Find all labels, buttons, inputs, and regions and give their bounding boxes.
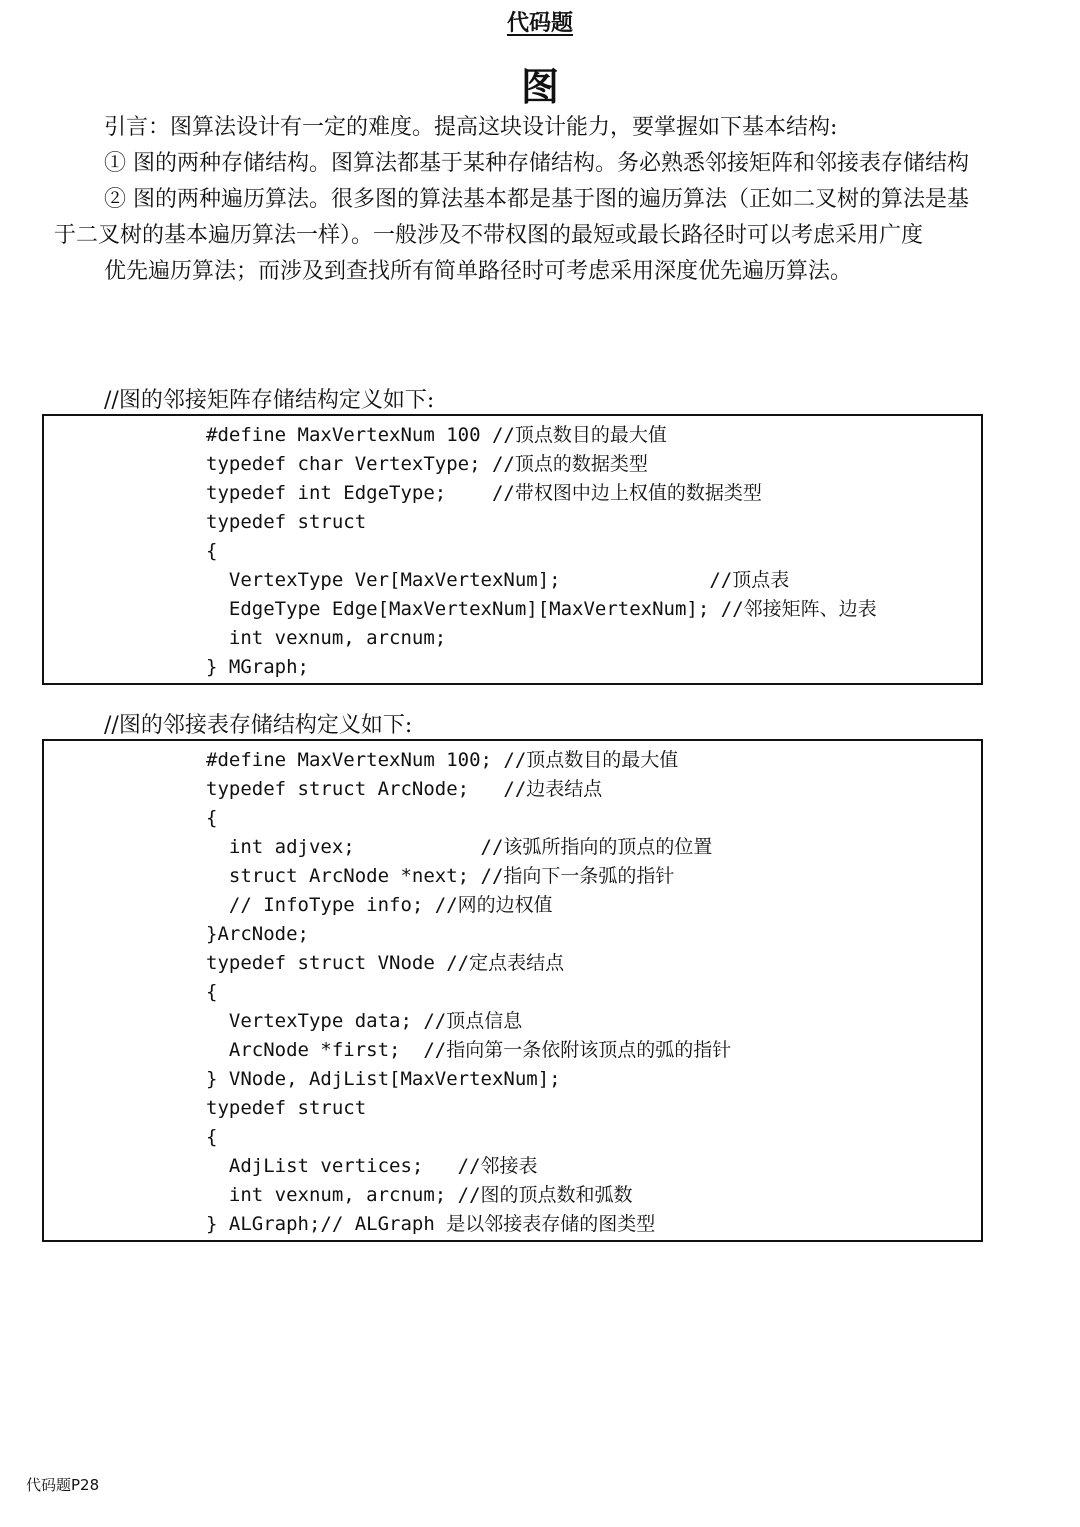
intro-item-2-continued: 优先遍历算法；而涉及到查找所有简单路径时可考虑采用深度优先遍历算法。 xyxy=(104,259,853,284)
code-line: int adjvex; //该弧所指向的顶点的位置 xyxy=(206,836,713,858)
code-line: typedef struct ArcNode; //边表结点 xyxy=(206,778,603,800)
section-title: 图 xyxy=(520,65,559,109)
code-line: VertexType data; //顶点信息 xyxy=(206,1010,523,1032)
code-line: typedef struct xyxy=(206,1097,367,1119)
code-line: VertexType Ver[MaxVertexNum]; //顶点表 xyxy=(206,569,790,591)
code-line: { xyxy=(206,807,218,829)
code-line: #define MaxVertexNum 100 //顶点数目的最大值 xyxy=(206,424,667,446)
code-line: typedef int EdgeType; //带权图中边上权值的数据类型 xyxy=(206,482,762,504)
matrix-caption: //图的邻接矩阵存储结构定义如下: xyxy=(104,388,435,413)
code-line: } VNode, AdjList[MaxVertexNum]; xyxy=(206,1068,561,1090)
adjlist-code-block xyxy=(42,739,983,1242)
code-line: { xyxy=(206,540,218,562)
code-line: { xyxy=(206,1126,218,1148)
code-line: EdgeType Edge[MaxVertexNum][MaxVertexNum]; //邻接矩阵、边表 xyxy=(206,598,877,620)
intro-item-2: ② 图的两种遍历算法。很多图的算法基本都是基于图的遍历算法（正如二叉树的算法是基于二叉树的基本遍历算法一样）。一般涉及不带权图的最短或最长路径时可以考虑采用广度 xyxy=(54,187,969,248)
intro-lead: 引言：图算法设计有一定的难度。提高这块设计能力，要掌握如下基本结构: xyxy=(104,115,838,140)
code-line: struct ArcNode *next; //指向下一条弧的指针 xyxy=(206,865,675,887)
code-line: }ArcNode; xyxy=(206,923,309,945)
code-line: ArcNode *first; //指向第一条依附该顶点的弧的指针 xyxy=(206,1039,732,1061)
intro-item-1: ① 图的两种存储结构。图算法都基于某种存储结构。务必熟悉邻接矩阵和邻接表存储结构 xyxy=(104,151,969,176)
code-line: int vexnum, arcnum; xyxy=(206,627,447,649)
code-line: } ALGraph;// ALGraph 是以邻接表存储的图类型 xyxy=(206,1213,656,1235)
code-line: AdjList vertices; //邻接表 xyxy=(206,1155,538,1177)
code-line: #define MaxVertexNum 100; //顶点数目的最大值 xyxy=(206,749,679,771)
code-line: int vexnum, arcnum; //图的顶点数和弧数 xyxy=(206,1184,633,1206)
page-header xyxy=(0,6,1080,37)
code-line: typedef char VertexType; //顶点的数据类型 xyxy=(206,453,648,475)
code-line: // InfoType info; //网的边权值 xyxy=(206,894,553,916)
code-line: { xyxy=(206,981,218,1003)
page-footer: 代码题P28 xyxy=(26,1476,100,1494)
header-title: 代码题 xyxy=(506,11,573,36)
code-line: typedef struct xyxy=(206,511,367,533)
adjlist-caption: //图的邻接表存储结构定义如下: xyxy=(104,713,413,738)
intro-paragraphs xyxy=(54,110,984,290)
matrix-code-block xyxy=(42,414,983,685)
code-line: typedef struct VNode //定点表结点 xyxy=(206,952,565,974)
code-line: } MGraph; xyxy=(206,656,309,678)
